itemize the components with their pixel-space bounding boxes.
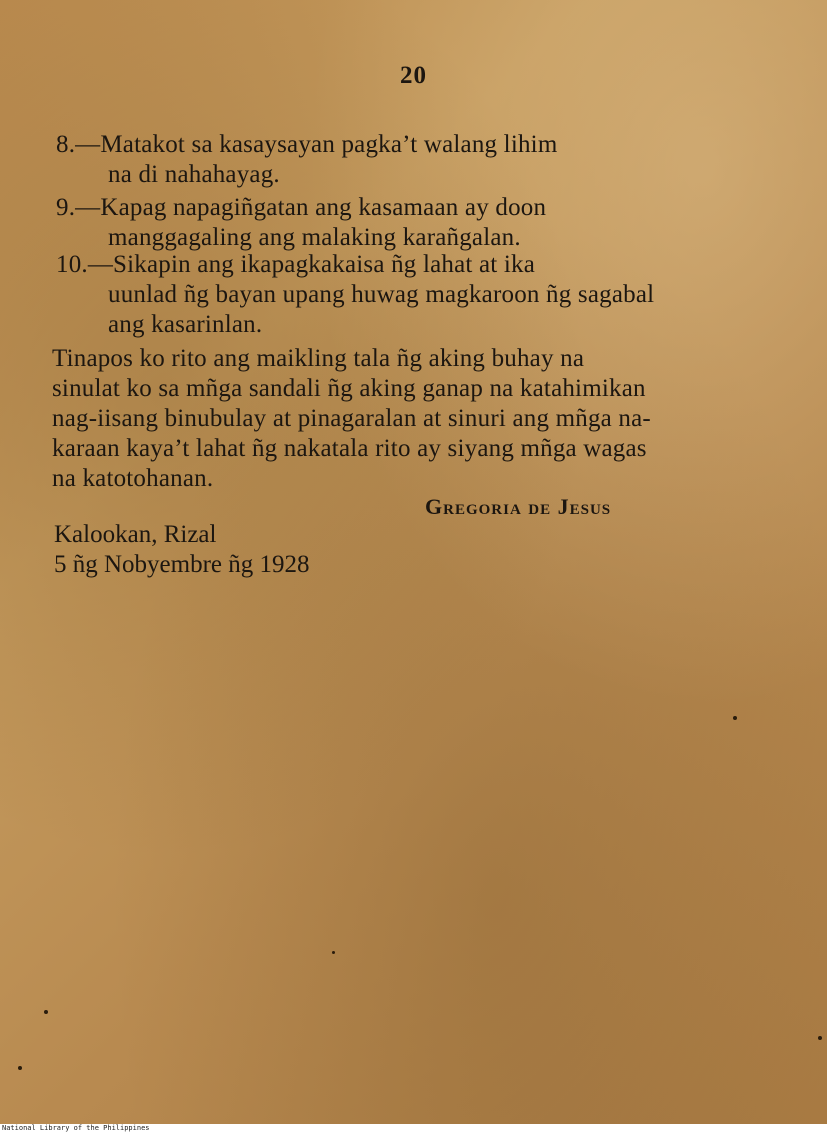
footer-credit: National Library of the Philippines: [2, 1124, 150, 1132]
closing-paragraph: [52, 344, 651, 494]
text-line: 10.—Sikapin ang ikapagkakaisa ñg lahat at ika: [56, 251, 536, 278]
paper-speck: [733, 716, 737, 720]
list-item-10: [56, 250, 655, 340]
text-line: uunlad ñg bayan upang huwag magkaroon ñg sagabal: [108, 281, 655, 308]
text-line: manggagaling ang malaking karañgalan.: [108, 224, 521, 251]
date: 5 ñg Nobyembre ñg 1928: [54, 551, 310, 578]
text-line: 8.—Matakot sa kasaysayan pagka’t walang lihim: [56, 131, 558, 158]
paper-speck: [332, 951, 335, 954]
text-line: Tinapos ko rito ang maikling tala ñg aking buhay na: [52, 345, 585, 372]
text-line: nag-iisang binubulay at pinagaralan at sinuri ang mñga na-: [52, 405, 651, 432]
paper-speck: [44, 1010, 48, 1014]
text-line: na di nahahayag.: [108, 161, 280, 188]
text-line: na katotohanan.: [52, 465, 214, 492]
text-line: ang kasarinlan.: [108, 311, 263, 338]
text-line: 9.—Kapag napagiñgatan ang kasamaan ay doon: [56, 194, 547, 221]
list-item-8: [56, 130, 558, 190]
place: Kalookan, Rizal: [54, 521, 217, 548]
page-number: 20: [400, 62, 427, 89]
paper-speck: [18, 1066, 22, 1070]
place-date: [54, 520, 310, 580]
signature: Gregoria de Jesus: [425, 494, 612, 519]
text-line: karaan kaya’t lahat ñg nakatala rito ay siyang mñga wagas: [52, 435, 647, 462]
list-item-9: [56, 193, 547, 253]
text-line: sinulat ko sa mñga sandali ñg aking ganap na katahimikan: [52, 375, 646, 402]
paper-speck: [818, 1036, 822, 1040]
